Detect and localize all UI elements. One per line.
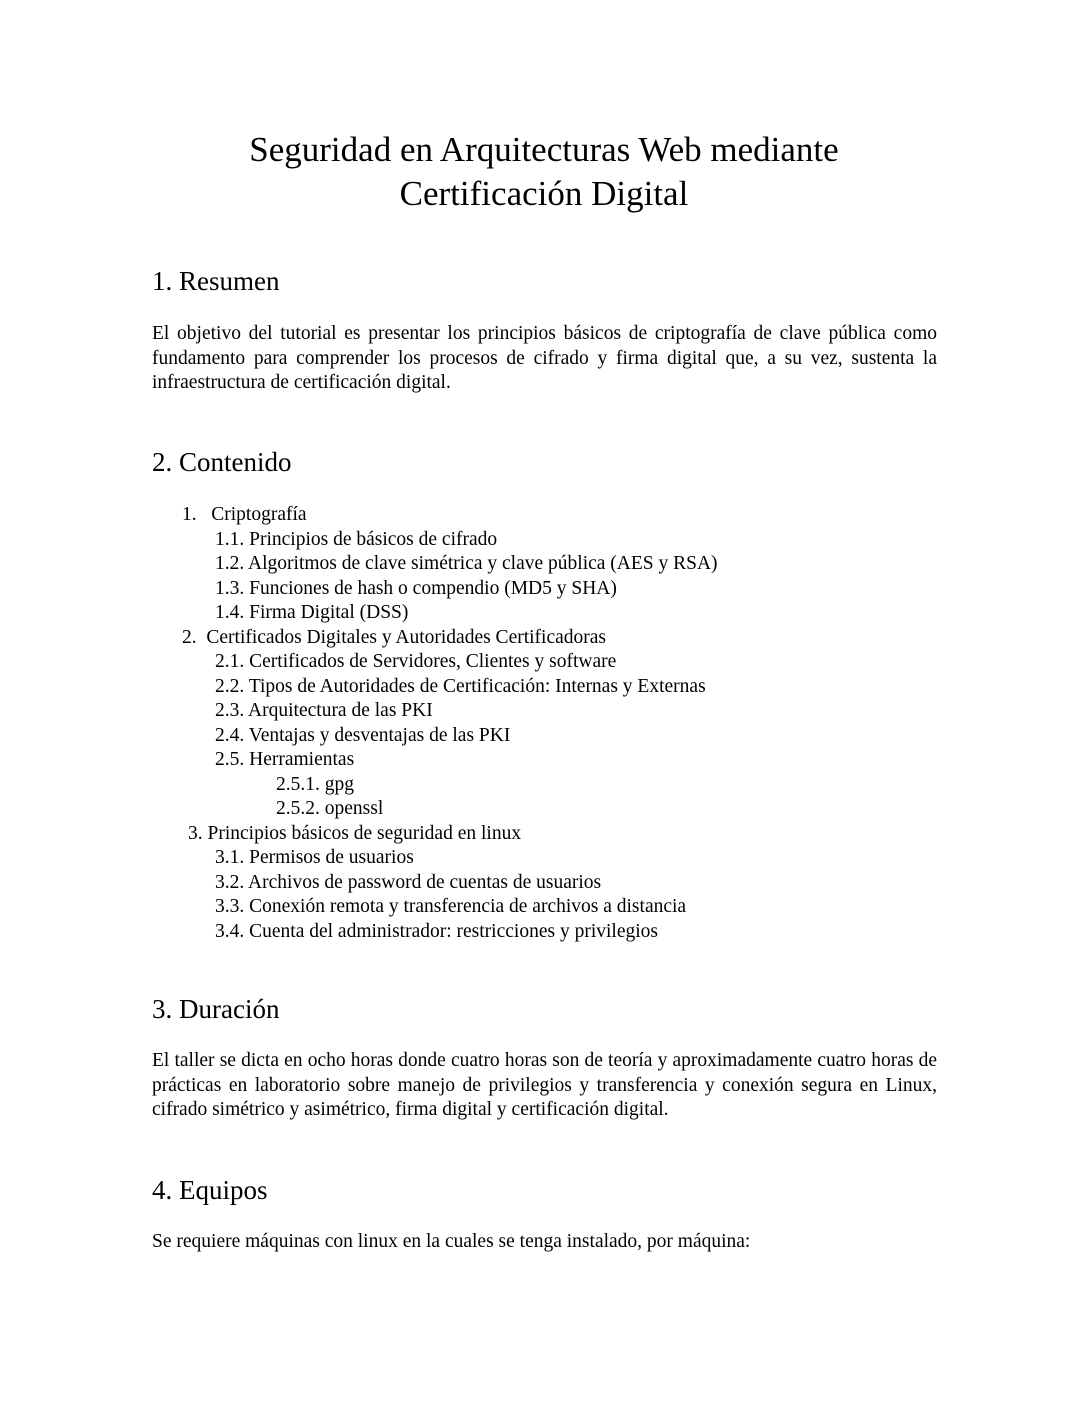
list-item: 3.1. Permisos de usuarios — [215, 847, 414, 868]
paragraph-resumen: El objetivo del tutorial es presentar los principios básicos de criptografía de clave pública como fundamento para comprender los procesos de cifrado y firma digital que, a su vez, sustenta la infraestructura de certificación digital. — [152, 323, 937, 393]
paragraph-equipos: Se requiere máquinas con linux en la cuales se tenga instalado, por máquina: — [152, 1231, 751, 1252]
list-item: 2.5.1. gpg — [276, 773, 354, 795]
list-item: 2.5. Herramientas — [215, 749, 355, 770]
list-item: 1.3. Funciones de hash o compendio (MD5 y SHA) — [215, 577, 617, 599]
section-heading-duracion: 3. Duración — [152, 994, 280, 1024]
list-item: 2.5.2. openssl — [276, 798, 384, 819]
list-item: 1. Criptografía — [182, 504, 307, 525]
section-heading-contenido: 2. Contenido — [152, 447, 292, 477]
title-line-2: Certificación Digital — [399, 174, 689, 213]
list-item: 3. Principios básicos de seguridad en linux — [188, 822, 522, 844]
list-item: 1.2. Algoritmos de clave simétrica y clave pública (AES y RSA) — [215, 553, 718, 574]
title-line-1: Seguridad en Arquitecturas Web mediante — [249, 130, 839, 169]
list-item: 2.2. Tipos de Autoridades de Certificación: Internas y Externas — [215, 675, 706, 697]
list-item: 2.4. Ventajas y desventajas de las PKI — [215, 724, 511, 746]
list-item: 2.3. Arquitectura de las PKI — [215, 700, 433, 721]
list-item: 2.1. Certificados de Servidores, Clientes y software — [215, 651, 617, 672]
paragraph-duracion: El taller se dicta en ocho horas donde cuatro horas son de teoría y aproximadamente cuatro horas de prácticas en laboratorio sobre manejo de privilegios y transferencia y conexión segura en Linux, cifrado simétrico y asimétrico, firma digital y certificación digital. — [152, 1050, 937, 1120]
list-item: 3.3. Conexión remota y transferencia de archivos a distancia — [215, 896, 687, 917]
list-item: 3.2. Archivos de password de cuentas de usuarios — [215, 871, 602, 893]
list-item: 1.4. Firma Digital (DSS) — [215, 602, 409, 623]
list-item: 1.1. Principios de básicos de cifrado — [215, 528, 498, 550]
document-title — [0, 128, 1088, 216]
section-heading-resumen: 1. Resumen — [152, 266, 280, 296]
list-item: 3.4. Cuenta del administrador: restricciones y privilegios — [215, 920, 658, 942]
list-item: 2. Certificados Digitales y Autoridades Certificadoras — [182, 626, 607, 648]
section-heading-equipos: 4. Equipos — [152, 1175, 268, 1205]
